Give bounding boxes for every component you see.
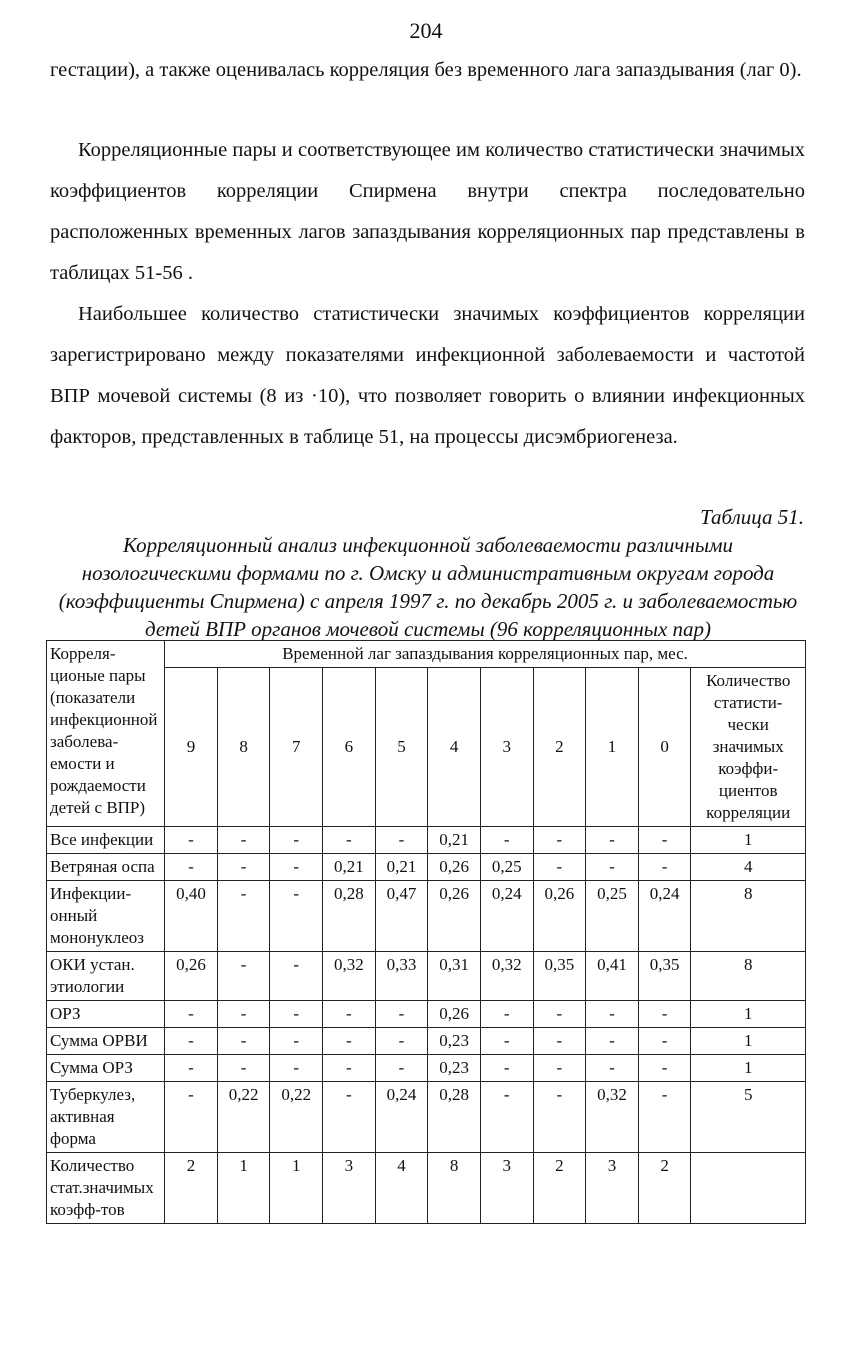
table-cell: - — [270, 1001, 323, 1028]
table-cell: - — [323, 827, 376, 854]
table-cell: - — [586, 1055, 639, 1082]
paragraph-1 — [50, 50, 805, 91]
table-cell: - — [323, 1001, 376, 1028]
table-cell: - — [165, 854, 218, 881]
table-cell: - — [270, 881, 323, 952]
table-cell: 0,24 — [480, 881, 533, 952]
row-label: Количество стат.значимых коэфф-тов — [47, 1153, 165, 1224]
table-row — [47, 1153, 806, 1224]
paragraph-2-text: Корреляционные пары и соответствующее им количество статистически значимых коэффициентов корреляции Спирмена внутри спектра последовательно расположенных временных лагов запаздывания корреляционных пар представлены в таблицах 51-56 . — [50, 139, 805, 284]
table-cell: 0,25 — [586, 881, 639, 952]
table-cell: - — [217, 1001, 270, 1028]
table-cell: - — [638, 854, 691, 881]
table-cell: - — [323, 1082, 376, 1153]
row-count: 5 — [691, 1082, 806, 1153]
table-cell: - — [533, 854, 586, 881]
lag-header-7: 7 — [270, 668, 323, 827]
table-cell: 3 — [323, 1153, 376, 1224]
row-count: 4 — [691, 854, 806, 881]
row-count — [691, 1153, 806, 1224]
table-cell: 0,26 — [165, 952, 218, 1001]
table-row — [47, 1055, 806, 1082]
table-cell: - — [638, 827, 691, 854]
row-count: 8 — [691, 952, 806, 1001]
lag-header-3: 3 — [480, 668, 533, 827]
table-cell: - — [270, 854, 323, 881]
lag-header-1: 1 — [586, 668, 639, 827]
row-label: Все инфекции — [47, 827, 165, 854]
table-cell: 2 — [533, 1153, 586, 1224]
table-cell: 0,35 — [533, 952, 586, 1001]
table-cell: 2 — [165, 1153, 218, 1224]
lag-header-2: 2 — [533, 668, 586, 827]
lag-header-4: 4 — [428, 668, 481, 827]
table-cell: - — [533, 1001, 586, 1028]
table-cell: - — [323, 1028, 376, 1055]
table-cell: 0,31 — [428, 952, 481, 1001]
lag-header-6: 6 — [323, 668, 376, 827]
table-cell: - — [375, 1055, 428, 1082]
row-count: 1 — [691, 1028, 806, 1055]
table-label: Таблица 51. — [700, 505, 804, 529]
row-label: Ветряная оспа — [47, 854, 165, 881]
table-cell: - — [217, 1028, 270, 1055]
table-caption: Корреляционный анализ инфекционной заболеваемости различными нозологическими формами по г. Омску и административным округам города (коэффициенты Спирмена) с апреля 1997 г. по декабрь 2005 г. и заболеваемостью детей ВПР органов мочевой системы (96 корреляционных пар) — [58, 533, 798, 641]
table-cell: 0,40 — [165, 881, 218, 952]
table-cell: 0,32 — [480, 952, 533, 1001]
lag-header-5: 5 — [375, 668, 428, 827]
count-header: Количество статисти-чески значимых коэффи-циентов корреляции — [691, 668, 806, 827]
table-cell: 0,26 — [428, 1001, 481, 1028]
table-cell: - — [270, 1028, 323, 1055]
table-cell: 0,24 — [375, 1082, 428, 1153]
table-cell: - — [270, 1055, 323, 1082]
row-label: ОРЗ — [47, 1001, 165, 1028]
table-cell: - — [586, 854, 639, 881]
table-cell: - — [480, 1001, 533, 1028]
table-header-row — [47, 641, 806, 668]
table-cell: - — [533, 1082, 586, 1153]
table-cell: - — [480, 1082, 533, 1153]
table-row — [47, 1082, 806, 1153]
table-row — [47, 1001, 806, 1028]
table-cell: 0,21 — [375, 854, 428, 881]
page-number: 204 — [409, 18, 443, 43]
table-cell: - — [533, 1055, 586, 1082]
table-cell: 0,35 — [638, 952, 691, 1001]
table-cell: - — [165, 1055, 218, 1082]
row-label: Туберкулез, активная форма — [47, 1082, 165, 1153]
table-cell: 0,25 — [480, 854, 533, 881]
table-cell: - — [638, 1082, 691, 1153]
table-row — [47, 1028, 806, 1055]
table-row — [47, 952, 806, 1001]
table-cell: 0,24 — [638, 881, 691, 952]
table-cell: 3 — [480, 1153, 533, 1224]
table-cell: 3 — [586, 1153, 639, 1224]
table-cell: 0,32 — [586, 1082, 639, 1153]
table-cell: - — [375, 827, 428, 854]
table-cell: 2 — [638, 1153, 691, 1224]
table-cell: 0,22 — [270, 1082, 323, 1153]
table-cell: - — [165, 1001, 218, 1028]
paragraph-2 — [50, 130, 805, 294]
table-cell: - — [586, 827, 639, 854]
row-label: Сумма ОРВИ — [47, 1028, 165, 1055]
table-cell: - — [480, 1055, 533, 1082]
table-cell: 1 — [217, 1153, 270, 1224]
paragraph-3 — [50, 294, 805, 458]
table-cell: 0,21 — [428, 827, 481, 854]
table-row — [47, 854, 806, 881]
paragraph-3-text: Наибольшее количество статистически значимых коэффициентов корреляции зарегистрировано между показателями инфекционной заболеваемости и частотой ВПР мочевой системы (8 из ·10), что позволяет говорить о влиянии инфекционных факторов, представленных в таблице 51, на процессы дисэмбриогенеза. — [50, 303, 805, 448]
row-label: ОКИ устан. этиологии — [47, 952, 165, 1001]
row-label: Инфекции-онный мононуклеоз — [47, 881, 165, 952]
table-cell: 8 — [428, 1153, 481, 1224]
table-cell: - — [480, 1028, 533, 1055]
table-cell: - — [217, 827, 270, 854]
table-cell: 0,32 — [323, 952, 376, 1001]
table-cell: 4 — [375, 1153, 428, 1224]
table-cell: - — [217, 1055, 270, 1082]
table-cell: - — [217, 881, 270, 952]
table-cell: - — [638, 1028, 691, 1055]
table-cell: - — [533, 827, 586, 854]
row-count: 1 — [691, 1055, 806, 1082]
table-cell: - — [638, 1001, 691, 1028]
table-cell: 0,26 — [428, 854, 481, 881]
table-cell: 0,22 — [217, 1082, 270, 1153]
row-count: 1 — [691, 827, 806, 854]
table-cell: 0,41 — [586, 952, 639, 1001]
table-cell: 0,21 — [323, 854, 376, 881]
table-body — [47, 827, 806, 1224]
table-cell: 1 — [270, 1153, 323, 1224]
table-cell: - — [375, 1001, 428, 1028]
row-count: 1 — [691, 1001, 806, 1028]
table-cell: 0,26 — [428, 881, 481, 952]
table-cell: 0,47 — [375, 881, 428, 952]
table-cell: 0,23 — [428, 1028, 481, 1055]
lag-header-8: 8 — [217, 668, 270, 827]
table-cell: - — [217, 952, 270, 1001]
table-cell: - — [217, 854, 270, 881]
table-row — [47, 827, 806, 854]
table-cell: - — [533, 1028, 586, 1055]
lag-header-0: 0 — [638, 668, 691, 827]
lag-header-9: 9 — [165, 668, 218, 827]
table-cell: - — [270, 827, 323, 854]
table-cell: - — [165, 827, 218, 854]
table-cell: - — [165, 1082, 218, 1153]
table-cell: 0,28 — [323, 881, 376, 952]
table-cell: 0,26 — [533, 881, 586, 952]
table-cell: - — [480, 827, 533, 854]
table-cell: 0,23 — [428, 1055, 481, 1082]
table-cell: - — [586, 1001, 639, 1028]
first-col-header: Корреля-ционые пары (показатели инфекционной заболева-емости и рождаемости детей с ВПР) — [47, 641, 165, 827]
table-cell: 0,33 — [375, 952, 428, 1001]
table-row — [47, 881, 806, 952]
row-count: 8 — [691, 881, 806, 952]
table-cell: - — [270, 952, 323, 1001]
table-cell: - — [586, 1028, 639, 1055]
correlation-table — [46, 640, 806, 1224]
table-cell: - — [638, 1055, 691, 1082]
table-cell: - — [323, 1055, 376, 1082]
table-cell: - — [165, 1028, 218, 1055]
lag-group-header: Временной лаг запаздывания корреляционных пар, мес. — [165, 641, 806, 668]
table-cell: - — [375, 1028, 428, 1055]
row-label: Сумма ОРЗ — [47, 1055, 165, 1082]
table-cell: 0,28 — [428, 1082, 481, 1153]
paragraph-1-text: гестации), а также оценивалась корреляция без временного лага запаздывания (лаг 0). — [50, 59, 802, 81]
